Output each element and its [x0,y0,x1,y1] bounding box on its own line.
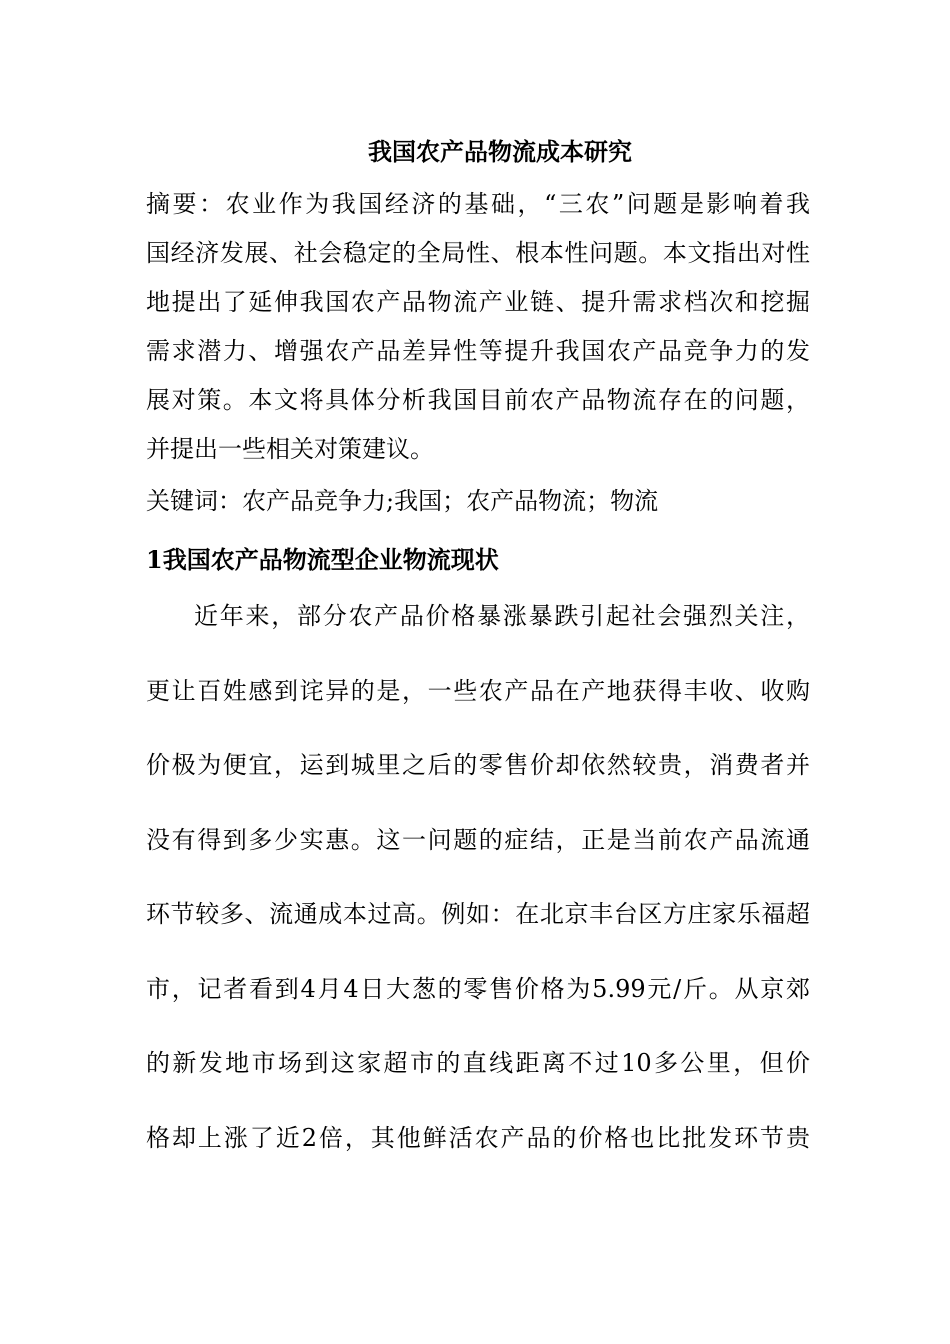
document-title: 我国农产品物流成本研究 [368,137,632,166]
keywords-line: 关键词：农产品竞争力;我国；农产品物流；物流 [146,487,659,515]
section-body-paragraph [146,592,810,1188]
body-line: 价极为便宜，运到城里之后的零售价却依然较贵，消费者并 [146,751,810,779]
abstract-line: 展对策。本文将具体分析我国目前农产品物流存在的问题， [146,386,810,414]
body-line: 的新发地市场到这家超市的直线距离不过10多公里，但价 [146,1049,810,1077]
body-line: 环节较多、流通成本过高。例如：在北京丰台区方庄家乐福超 [146,900,810,928]
abstract-line: 国经济发展、社会稳定的全局性、根本性问题。本文指出对性 [146,239,810,267]
body-line: 近年来，部分农产品价格暴涨暴跌引起社会强烈关注， [194,602,810,630]
body-line: 格却上涨了近2倍，其他鲜活农产品的价格也比批发环节贵 [146,1123,810,1152]
keywords-paragraph [146,477,810,526]
abstract-line: 摘要：农业作为我国经济的基础，“三农”问题是影响着我 [146,190,810,218]
body-line: 没有得到多少实惠。这一问题的症结，正是当前农产品流通 [146,825,810,854]
abstract-paragraph [146,180,810,474]
section-heading: 1我国农产品物流型企业物流现状 [146,545,499,574]
abstract-line: 需求潜力、增强农产品差异性等提升我国农产品竞争力的发 [146,337,810,365]
abstract-line: 并提出一些相关对策建议。 [146,435,434,463]
abstract-line: 地提出了延伸我国农产品物流产业链、提升需求档次和挖掘 [146,288,810,316]
body-line: 更让百姓感到诧异的是，一些农产品在产地获得丰收、收购 [146,676,810,705]
body-line: 市，记者看到4月4日大葱的零售价格为5.99元/斤。从京郊 [146,974,810,1003]
